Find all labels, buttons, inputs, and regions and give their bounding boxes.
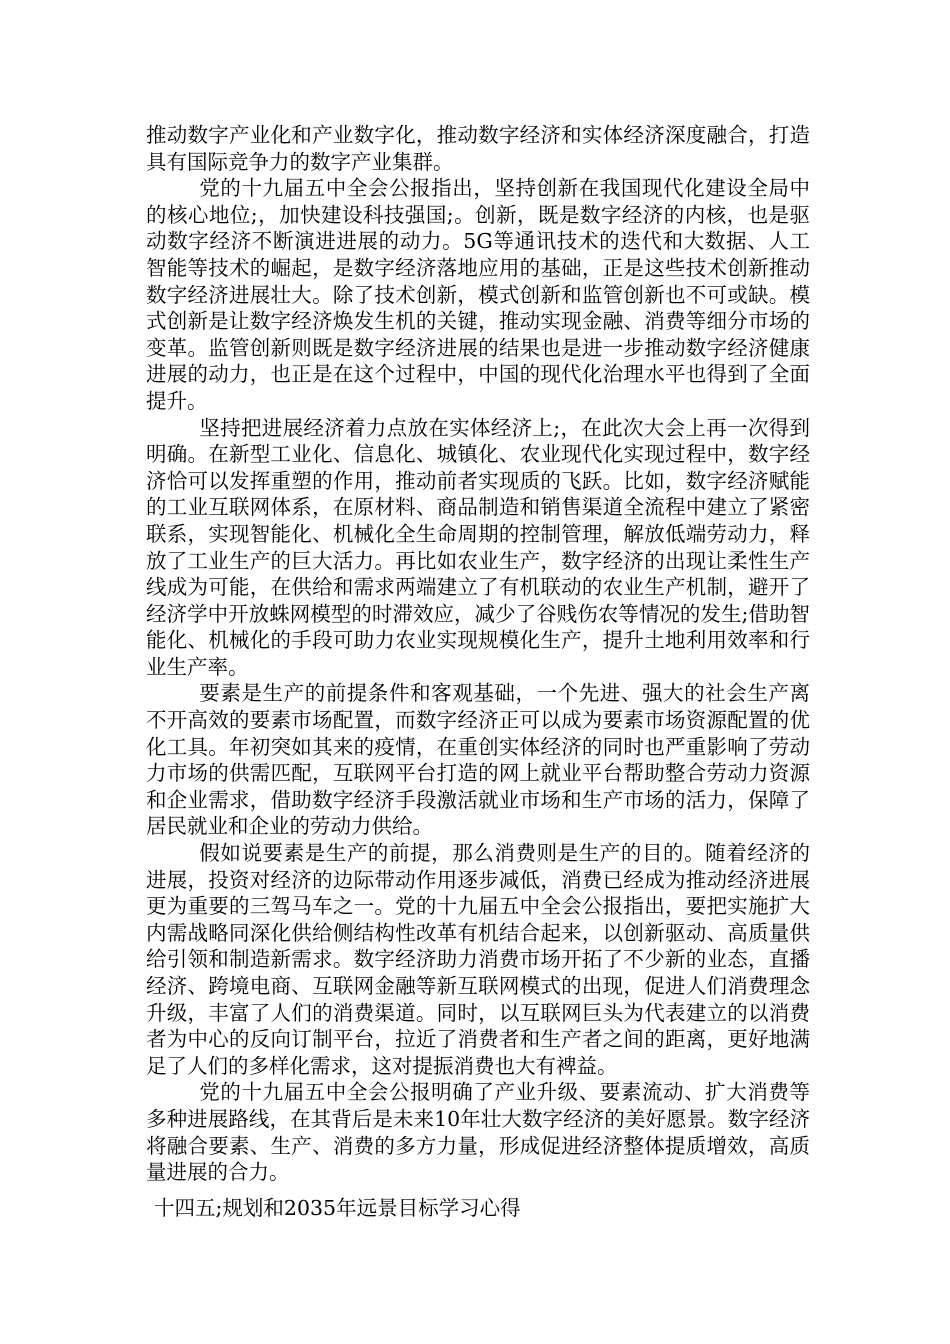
paragraph-innovation: 党的十九届五中全会公报指出，坚持创新在我国现代化建设全局中的核心地位;，加快建设科技强国;。创新，既是数字经济的内核，也是驱动数字经济不断演进进展的动力。5G等通讯技术的迭代和大数据、人工智能等技术的崛起，是数字经济落地应用的基础，正是这些技术创新推动数字经济进展壮大。除了技术创新，模式创新和监管创新也不可或缺。模式创新是让数字经济焕发生机的关键，推动实现金融、消费等细分市场的变革。监管创新则既是数字经济进展的结果也是进一步推动数字经济健康进展的动力，也正是在这个过程中，中国的现代化治理水平也得到了全面提升。 bbox=[146, 176, 810, 413]
section-heading: 十四五;规划和2035年远景目标学习心得 bbox=[154, 1196, 521, 1220]
paragraph-consumption: 假如说要素是生产的前提，那么消费则是生产的目的。随着经济的进展，投资对经济的边际带动作用逐步减低，消费已经成为推动经济进展更为重要的三驾马车之一。党的十九届五中全会公报指出，要把实施扩大内需战略同深化供给侧结构性改革有机结合起来，以创新驱动、高质量供给引领和制造新需求。数字经济助力消费市场开拓了不少新的业态，直播经济、跨境电商、互联网金融等新互联网模式的出现，促进人们消费理念升级，丰富了人们的消费渠道。同时，以互联网巨头为代表建立的以消费者为中心的反向订制平台，拉近了消费者和生产者之间的距离，更好地满足了人们的多样化需求，这对提振消费也大有裨益。 bbox=[146, 841, 810, 1078]
paragraph-factor-market: 要素是生产的前提条件和客观基础，一个先进、强大的社会生产离不开高效的要素市场配置，而数字经济正可以成为要素市场资源配置的优化工具。年初突如其来的疫情，在重创实体经济的同时也严重影响了劳动力市场的供需匹配，互联网平台打造的网上就业平台帮助整合劳动力资源和企业需求，借助数字经济手段激活就业市场和生产市场的活力，保障了居民就业和企业的劳动力供给。 bbox=[146, 681, 810, 839]
paragraph-conclusion: 党的十九届五中全会公报明确了产业升级、要素流动、扩大消费等多种进展路线，在其背后是未来10年壮大数字经济的美好愿景。数字经济将融合要素、生产、消费的多方力量，形成促进经济整体提质增效，高质量进展的合力。 bbox=[146, 1080, 810, 1185]
paragraph-real-economy: 坚持把进展经济着力点放在实体经济上;，在此次大会上再一次得到明确。在新型工业化、信息化、城镇化、农业现代化实现过程中，数字经济恰可以发挥重塑的作用，推动前者实现质的飞跃。比如，数字经济赋能的工业互联网体系，在原材料、商品制造和销售渠道全流程中建立了紧密联系，实现智能化、机械化全生命周期的控制管理，解放低端劳动力，释放了工业生产的巨大活力。再比如农业生产，数字经济的出现让柔性生产线成为可能，在供给和需求两端建立了有机联动的农业生产机制，避开了经济学中开放蛛网模型的时滞效应，减少了谷贱伤农等情况的发生;借助智能化、机械化的手段可助力农业实现规模化生产，提升土地利用效率和行业生产率。 bbox=[146, 415, 810, 679]
paragraph-continuation: 推动数字产业化和产业数字化，推动数字经济和实体经济深度融合，打造具有国际竞争力的数字产业集群。 bbox=[146, 123, 810, 174]
article-body bbox=[146, 122, 810, 1186]
